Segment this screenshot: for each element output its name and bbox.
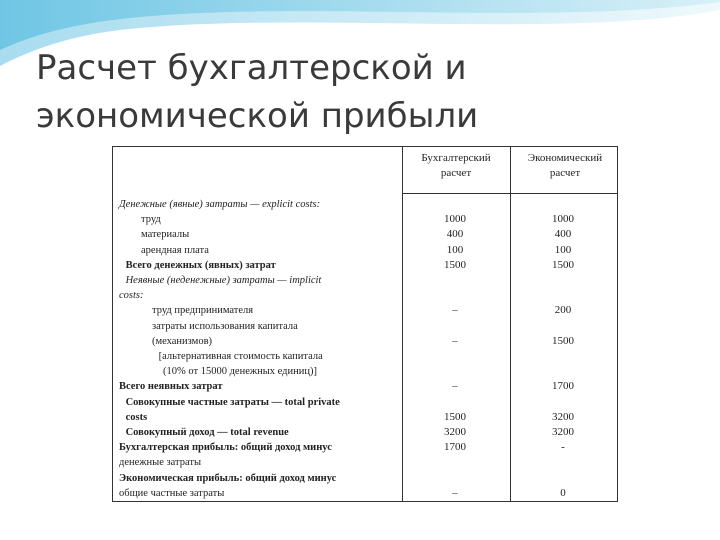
table-row xyxy=(113,379,617,394)
accounting-value: – xyxy=(452,334,458,347)
row-label: общие частные затраты xyxy=(119,487,225,499)
table-row xyxy=(113,258,617,273)
row-label: арендная плата xyxy=(141,244,209,256)
table-row xyxy=(113,212,617,227)
row-label: (механизмов) xyxy=(152,335,213,347)
table-row xyxy=(113,364,617,379)
table-row xyxy=(113,486,617,501)
table-row xyxy=(113,395,617,410)
accounting-value: 400 xyxy=(446,228,464,241)
table-row xyxy=(113,471,617,486)
row-label: денежные затраты xyxy=(119,457,202,469)
row-label: затраты использования капитала xyxy=(152,320,298,332)
row-label: Всего денежных (явных) затрат xyxy=(125,259,276,271)
economic-value: 1500 xyxy=(552,334,574,347)
row-label: Совокупный доход — total revenue xyxy=(125,427,289,438)
economic-value: 200 xyxy=(554,304,572,317)
row-label: Экономическая прибыль: общий доход минус xyxy=(119,472,337,484)
row-label: труд xyxy=(141,214,161,226)
column-header-accounting: Бухгалтерский расчет xyxy=(421,152,491,179)
table-row xyxy=(113,288,617,303)
row-label: Совокупные частные затраты — total private xyxy=(125,396,340,408)
economic-value: - xyxy=(561,441,565,454)
table-row xyxy=(113,440,617,455)
economic-value: 1700 xyxy=(552,380,574,393)
economic-value: 0 xyxy=(560,486,566,499)
slide-title-line-2: экономической прибыли xyxy=(36,96,479,136)
accounting-value: 3200 xyxy=(444,426,466,438)
accounting-value: 1500 xyxy=(444,258,466,271)
accounting-value: – xyxy=(452,486,458,499)
economic-value: 100 xyxy=(554,243,572,256)
accounting-value: 1700 xyxy=(444,441,466,454)
row-label: материалы xyxy=(141,229,190,241)
economic-value: 3200 xyxy=(552,410,574,423)
row-label: труд предпринимателя xyxy=(152,305,254,317)
economic-value: 400 xyxy=(554,228,572,241)
row-label: (10% от 15000 денежных единиц)] xyxy=(163,366,317,378)
table-row xyxy=(113,273,617,288)
profit-calculation-table xyxy=(112,146,618,502)
table-row xyxy=(113,197,617,212)
accounting-value: 100 xyxy=(446,243,464,256)
accounting-value: 1500 xyxy=(444,410,466,423)
column-header-economic: Экономический расчет xyxy=(527,152,603,179)
economic-value: 1000 xyxy=(552,213,574,226)
economic-value: 3200 xyxy=(552,426,574,438)
table-row xyxy=(113,319,617,334)
row-label: costs: xyxy=(119,290,144,302)
header-divider xyxy=(402,193,617,194)
table-row xyxy=(113,455,617,470)
table-row xyxy=(113,227,617,242)
economic-value: 1500 xyxy=(552,258,574,271)
slide-title xyxy=(36,44,676,140)
table-row xyxy=(113,334,617,349)
accounting-value: 1000 xyxy=(444,213,466,226)
slide-title-line-1: Расчет бухгалтерской и xyxy=(36,48,467,88)
row-label: Денежные (явные) затраты — explicit costs: xyxy=(119,199,321,210)
row-label: Всего неявных затрат xyxy=(119,381,223,393)
accounting-value: – xyxy=(452,304,458,317)
table-row xyxy=(113,303,617,318)
table-row xyxy=(113,349,617,364)
row-label: [альтернативная стоимость капитала xyxy=(158,351,323,362)
table-row xyxy=(113,243,617,258)
table-row xyxy=(113,410,617,425)
table-row xyxy=(113,425,617,440)
row-label: Неявные (неденежные) затраты — implicit xyxy=(125,275,322,286)
accounting-value: – xyxy=(452,380,458,393)
row-label: costs xyxy=(125,411,148,423)
row-label: Бухгалтерская прибыль: общий доход минус xyxy=(119,442,332,454)
